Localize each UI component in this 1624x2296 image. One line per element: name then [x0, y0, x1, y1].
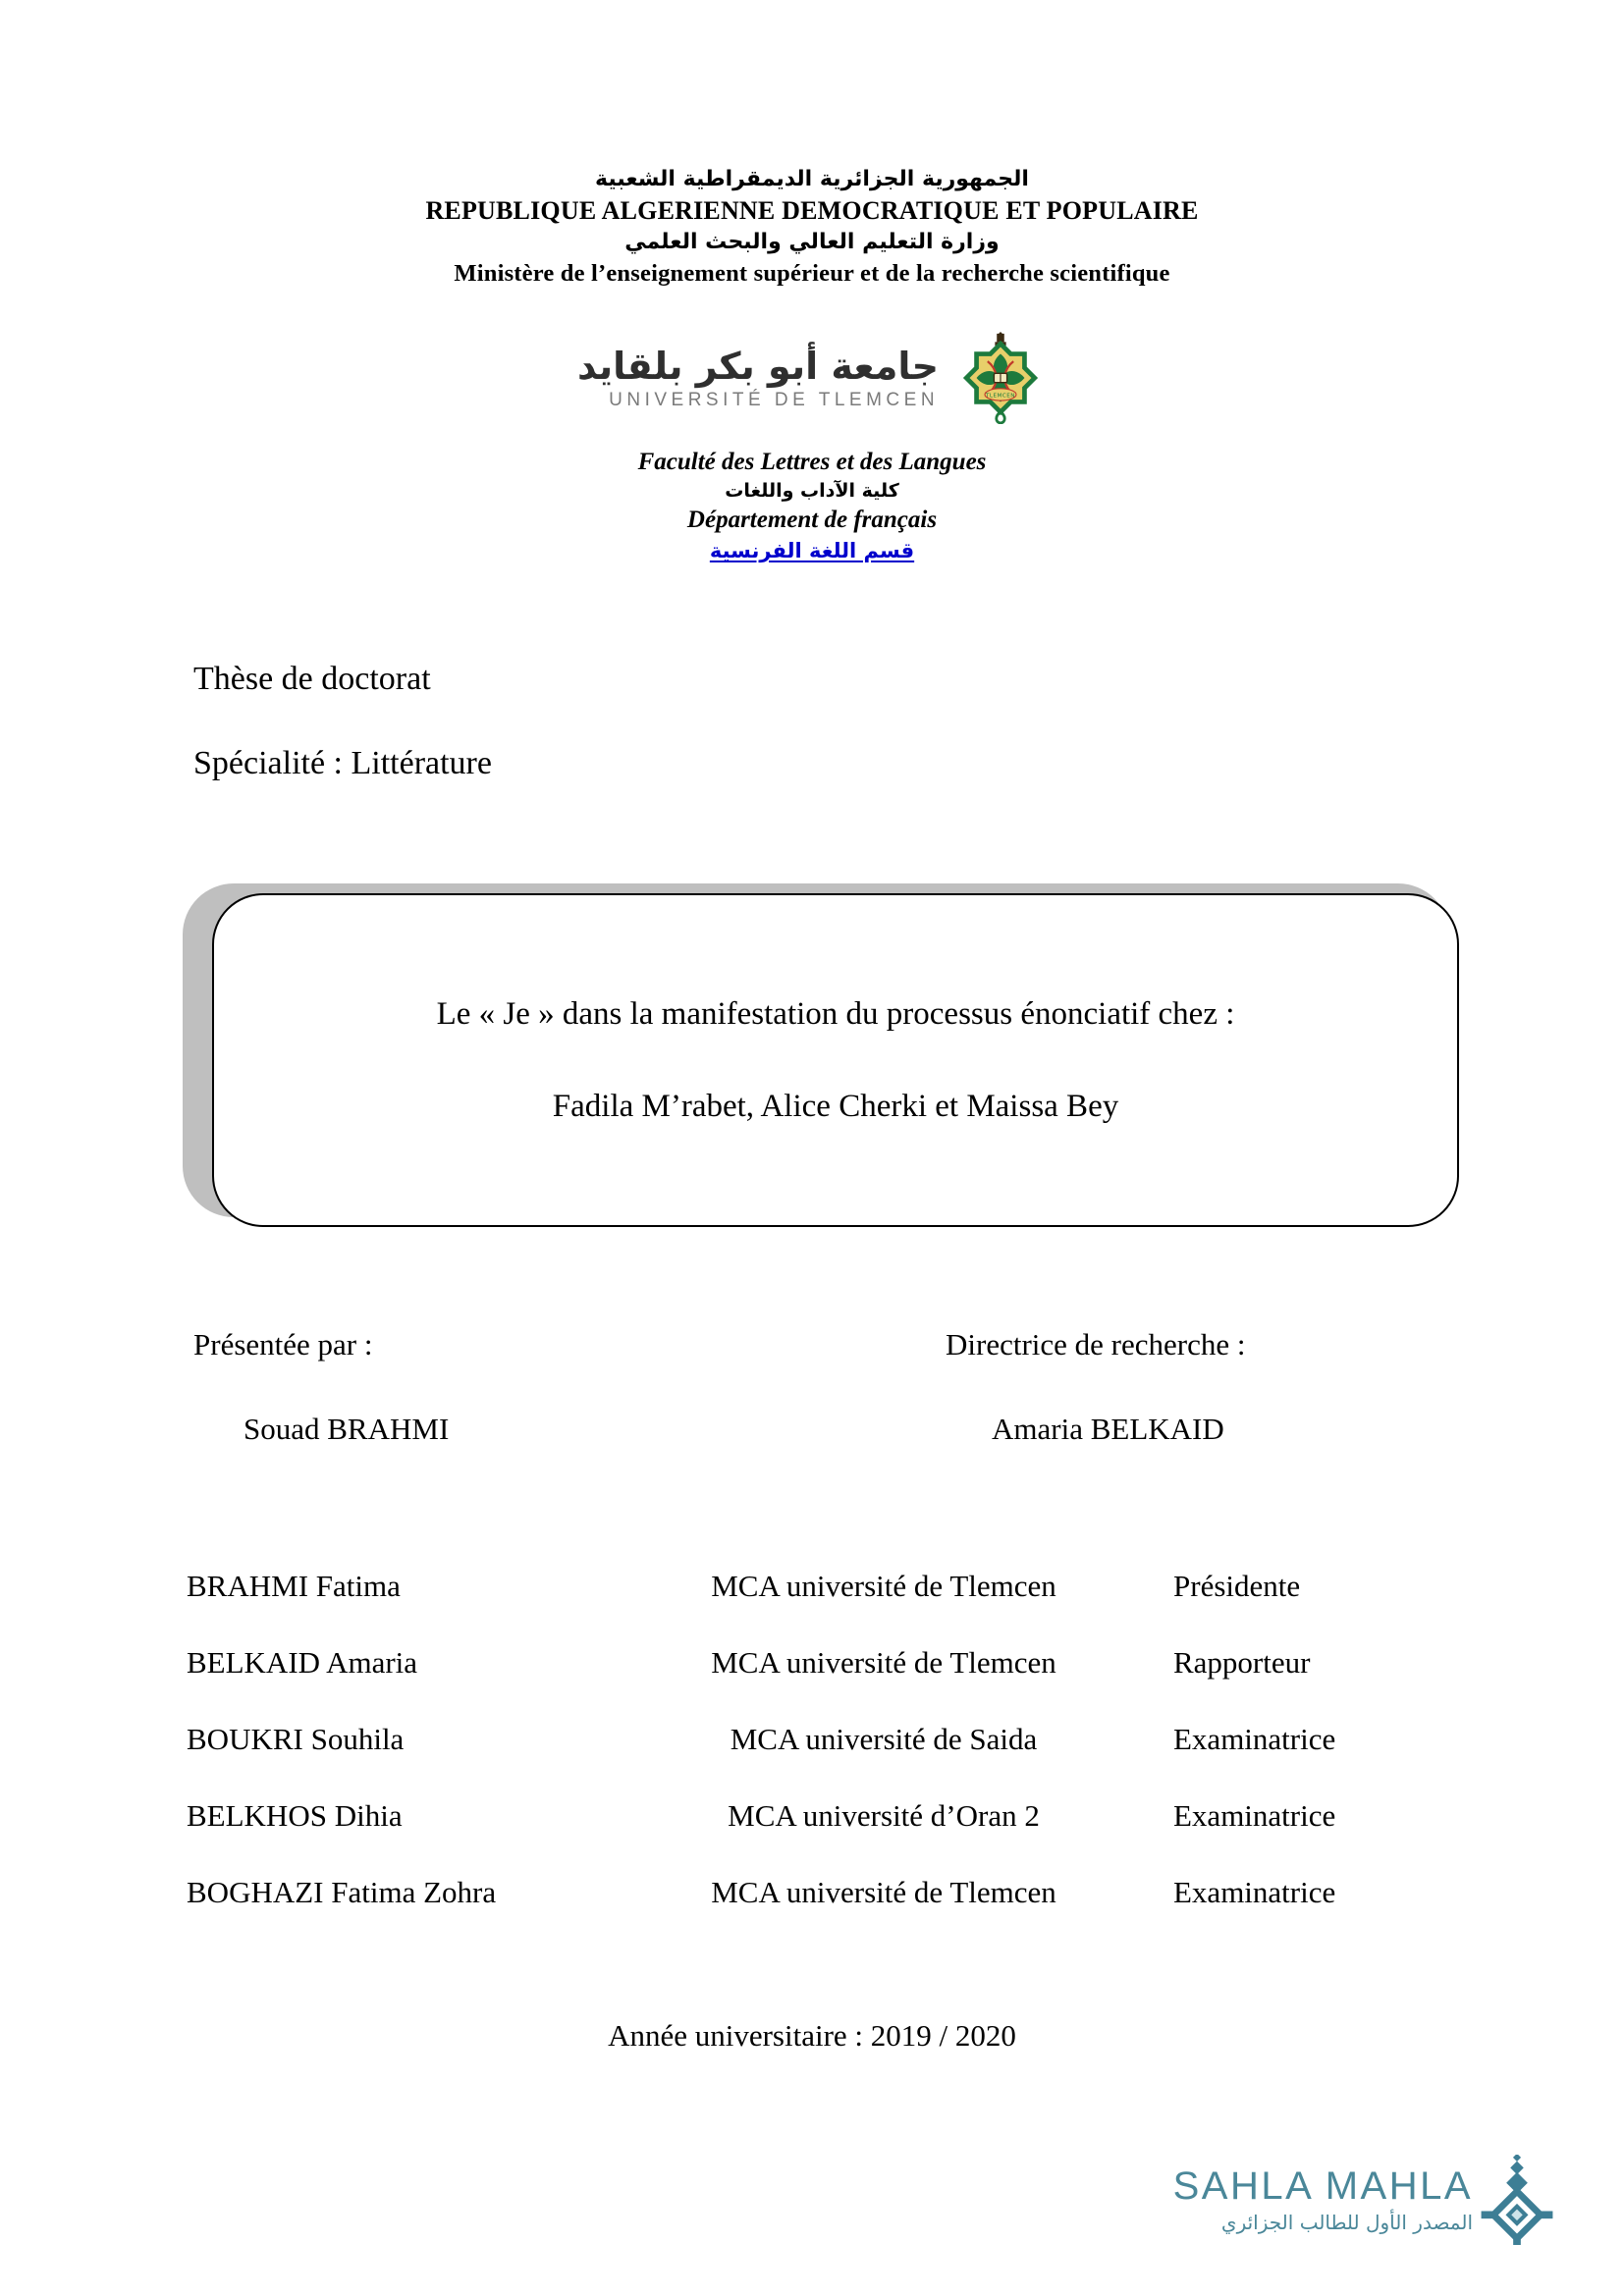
academic-year: Année universitaire : 2019 / 2020 — [608, 2018, 1016, 2053]
table-row — [0, 1798, 1624, 1875]
university-logo — [0, 332, 1624, 424]
document-header — [0, 165, 1624, 291]
jury-member-institution: MCA université de Tlemcen — [711, 1875, 1056, 1909]
jury-member-name: BELKAID Amaria — [187, 1645, 418, 1680]
university-logo-text — [577, 345, 939, 411]
author-supervisor-names-row — [0, 1412, 1624, 1496]
tlemcen-university-emblem-icon — [954, 332, 1047, 424]
jury-member-name: BOGHAZI Fatima Zohra — [187, 1875, 497, 1909]
ministry-name-arabic: وزارة التعليم العالي والبحث العلمي — [624, 230, 1000, 254]
department-name-french: Département de français — [686, 507, 938, 533]
thesis-title-box — [192, 893, 1459, 1227]
title-box-frame — [212, 893, 1459, 1227]
table-row — [0, 1645, 1624, 1722]
table-row — [0, 1875, 1624, 1951]
jury-member-name: BELKHOS Dihia — [187, 1798, 403, 1833]
republic-name-french: REPUBLIQUE ALGERIENNE DEMOCRATIQUE ET POPULAIRE — [425, 196, 1199, 225]
republic-name-arabic: الجمهورية الجزائرية الديمقراطية الشعبية — [595, 167, 1029, 191]
watermark-subtitle: المصدر الأول للطالب الجزائري — [1220, 2211, 1473, 2234]
jury-member-institution: MCA université de Saida — [730, 1722, 1038, 1756]
thesis-specialty: Spécialité : Littérature — [193, 745, 492, 781]
watermark-title: SAHLA MAHLA — [1172, 2164, 1473, 2208]
department-name-arabic: قسم اللغة الفرنسية — [709, 539, 915, 562]
ministry-name-french: Ministère de l’enseignement supérieur et de la recherche scientifique — [454, 260, 1170, 287]
jury-member-role: Examinatrice — [1173, 1875, 1336, 1909]
thesis-title-line-1: Le « Je » dans la manifestation du processus énonciatif chez : — [436, 996, 1235, 1032]
university-name-arabic: جامعة أبو بكر بلقايد — [576, 345, 940, 388]
table-row — [0, 1569, 1624, 1645]
thesis-title-line-2: Fadila M’rabet, Alice Cherki et Maissa Bey — [552, 1089, 1119, 1124]
thesis-type: Thèse de doctorat — [193, 661, 431, 697]
faculty-name-arabic: كلية الآداب واللغات — [725, 480, 899, 502]
sahla-mahla-watermark — [1173, 2155, 1555, 2245]
watermark-text — [1173, 2164, 1473, 2235]
jury-member-role: Rapporteur — [1173, 1645, 1311, 1680]
jury-member-name: BOUKRI Souhila — [187, 1722, 405, 1756]
jury-member-institution: MCA université d’Oran 2 — [728, 1798, 1040, 1833]
jury-table — [0, 1569, 1624, 1951]
author-supervisor-labels-row — [0, 1327, 1624, 1412]
author-supervisor-block — [0, 1327, 1624, 1496]
jury-member-institution: MCA université de Tlemcen — [711, 1645, 1056, 1680]
sahla-mahla-diamond-logo-icon — [1479, 2155, 1555, 2245]
jury-member-role: Présidente — [1173, 1569, 1301, 1603]
university-name-french: UNIVERSITÉ DE TLEMCEN — [609, 390, 940, 410]
supervisor-label: Directrice de recherche : — [946, 1327, 1246, 1362]
supervisor-name: Amaria BELKAID — [992, 1412, 1224, 1446]
jury-member-role: Examinatrice — [1173, 1798, 1336, 1833]
svg-text:TLEMCEN: TLEMCEN — [986, 393, 1016, 400]
faculty-block — [0, 447, 1624, 565]
presented-by-label: Présentée par : — [193, 1327, 373, 1362]
jury-member-role: Examinatrice — [1173, 1722, 1336, 1756]
jury-member-institution: MCA université de Tlemcen — [711, 1569, 1056, 1603]
author-name: Souad BRAHMI — [244, 1412, 450, 1446]
jury-member-name: BRAHMI Fatima — [187, 1569, 401, 1603]
faculty-name-french: Faculté des Lettres et des Langues — [637, 449, 987, 475]
table-row — [0, 1722, 1624, 1798]
